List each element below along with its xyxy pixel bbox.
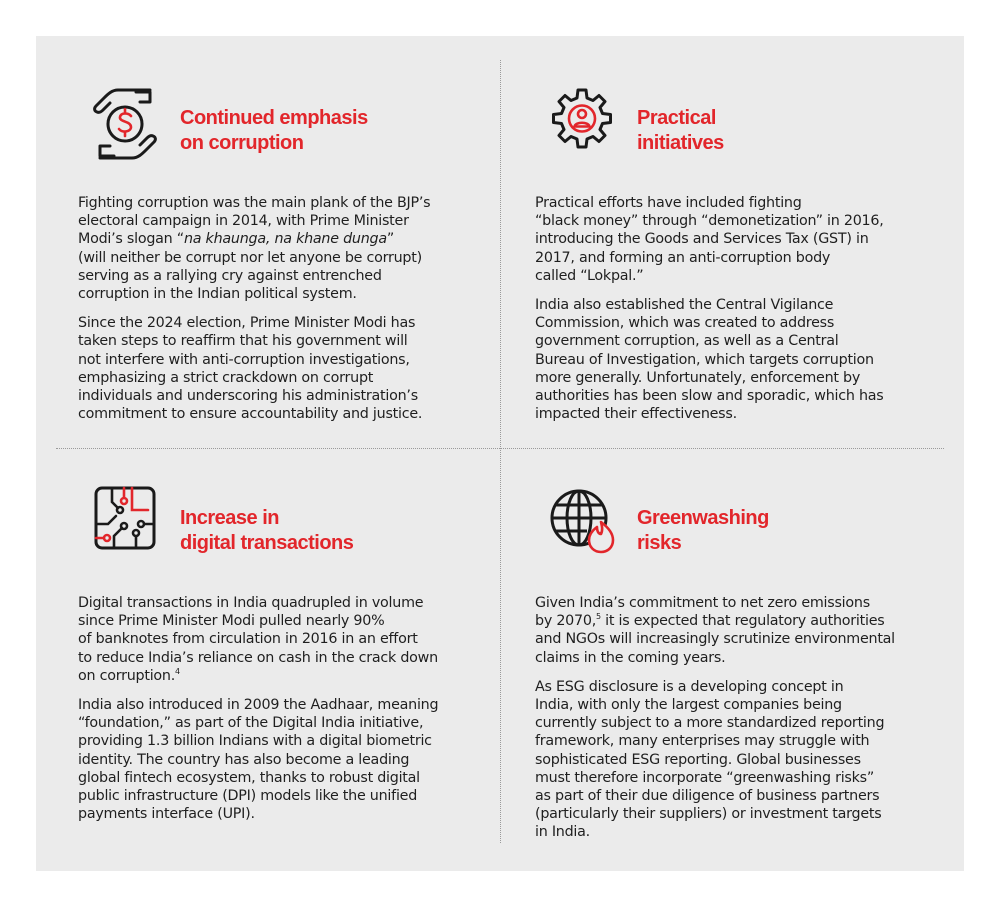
card-title: Practical initiatives — [637, 107, 724, 154]
circuit-board-icon — [90, 484, 160, 564]
footnote-marker: 4 — [175, 666, 180, 676]
paragraph: India also introduced in 2009 the Aadhaar, meaning “foundation,” as part of the Digital India initiative, providing 1.3 billion Indians with a digital biometric identity. The country has also become a leading global fintech ecosystem, thanks to robust digital public infrastructure (DPI) models like the unified payments interface (UPI). — [78, 697, 439, 823]
paragraph: Practical efforts have included fighting “black money” through “demonetization” in 2016, introducing the Goods and Services Tax (GST) in 2017, and forming an anti-corruption body called “Lokpal.” — [535, 195, 884, 284]
content-panel — [36, 36, 964, 871]
card-greenwashing-risks — [535, 484, 935, 853]
paragraph: Fighting corruption was the main plank of the BJP’s electoral campaign in 2014, with Prime Minister Modi’s slogan “na khaunga, na khane dunga” (will neither be corrupt nor let anyone be corrupt) serving as a rallying cry against entrenched corruption in the Indian political system. — [78, 195, 431, 303]
card-title: Increase in digital transactions — [180, 507, 354, 554]
paragraph: Given India’s commitment to net zero emissions by 2070,$^5$ it is expected that regulatory authorities and NGOs will increasingly scrutinize environmental claims in the coming years. — [535, 595, 895, 666]
paragraph: Since the 2024 election, Prime Minister Modi has taken steps to reaffirm that his government will not interfere with anti-corruption investigations, emphasizing a strict crackdown on corrupt individuals and underscoring his administration’s commitment to ensure accountability and justice. — [78, 315, 423, 423]
globe-flame-icon — [547, 484, 617, 564]
horizontal-divider — [56, 448, 944, 449]
gear-person-icon — [547, 84, 617, 164]
card-corruption — [78, 84, 478, 434]
card-body — [78, 594, 478, 823]
hand-holding-dollar-icon — [90, 84, 160, 164]
card-title: Greenwashing risks — [637, 507, 769, 554]
footnote-marker: 5 — [596, 612, 601, 622]
card-practical-initiatives — [535, 84, 935, 434]
card-body — [535, 194, 935, 423]
paragraph: India also established the Central Vigilance Commission, which was created to address government corruption, as well as a Central Bureau of Investigation, which targets corruption more generally. Unfortunately, enforcement by authorities has been slow and sporadic, which has impacted their effectiveness. — [535, 297, 884, 423]
card-digital-transactions — [78, 484, 478, 834]
card-title: Continued emphasis on corruption — [180, 107, 368, 154]
card-body — [78, 194, 478, 423]
card-body — [535, 594, 935, 842]
vertical-divider — [500, 60, 501, 843]
paragraph: Digital transactions in India quadrupled in volume since Prime Minister Modi pulled nearly 90% of banknotes from circulation in 2016 in an effort to reduce India’s reliance on cash in the crack down on corruption.$^4$ — [78, 595, 438, 684]
paragraph: As ESG disclosure is a developing concept in India, with only the largest companies being currently subject to a more standardized reporting framework, many enterprises may struggle with sophisticated ESG reporting. Global businesses must therefore incorporate “greenwashing risks” as part of their due diligence of business partners (particularly their suppliers) or investment targets in India. — [535, 678, 885, 841]
